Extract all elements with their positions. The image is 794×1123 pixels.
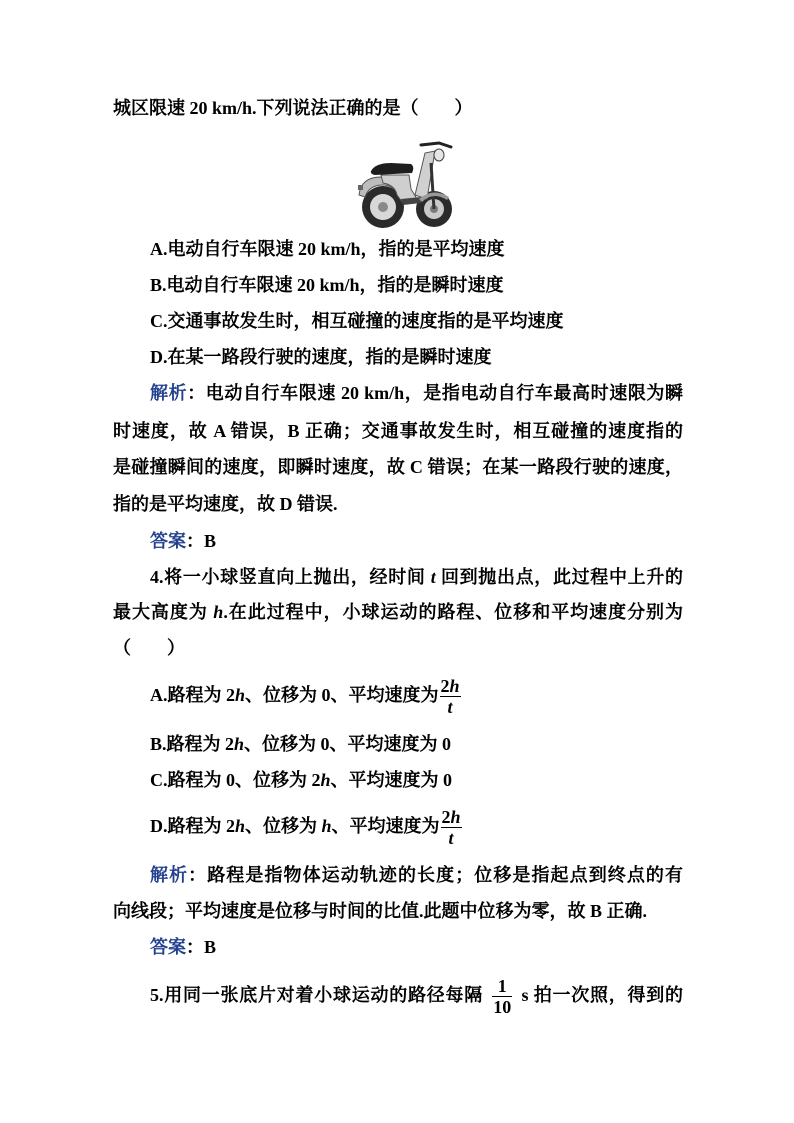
q3-analysis-label: 解析 [150,383,188,403]
q4-a-v1: h [235,685,246,705]
q4-a-fraction-denominator [440,697,461,717]
q4-stem-2-before: 最大高度为 [113,602,214,622]
q4-a-num-coef: 2 [440,676,450,697]
q5-fraction-denominator: 10 [493,997,512,1018]
q4-a-num-var: h [449,676,460,697]
q4-stem-1-before: 4.将一小球竖直向上抛出，经时间 [150,567,431,587]
q3-option-a: A.电动自行车限速 20 km/h，指的是平均速度 [150,239,505,259]
q4-c-p1: C.路程为 0、位移为 2 [150,770,321,790]
q3-option-b: B.电动自行车限速 20 km/h，指的是瞬时速度 [150,275,504,295]
q4-a-p1: A.路程为 2 [150,685,235,705]
q4-d-num-coef: 2 [441,807,451,828]
q4-option-c [150,762,683,798]
q5-stem-line-1 [150,973,683,1017]
q4-answer-label: 答案 [150,937,186,957]
q4-c-v1: h [320,770,331,790]
q4-stem-line-3: （ ） [113,638,185,658]
electric-scooter-illustration [355,133,455,230]
q4-d-v1: h [235,816,246,836]
q4-d-fraction [441,807,462,848]
q3-analysis-line-1 [150,375,683,411]
q4-answer-text: ：B [186,937,217,957]
q4-d-fraction-numerator [441,807,462,828]
q4-c-p2: 、平均速度为 0 [330,770,453,790]
q4-analysis-label: 解析 [150,865,189,885]
q4-b-p2: 、位移为 0、平均速度为 0 [244,734,452,754]
q4-d-fraction-denominator [441,828,462,848]
q3-answer [150,523,683,559]
q3-option-c: C.交通事故发生时，相互碰撞的速度指的是平均速度 [150,311,564,331]
q4-d-p1: D.路程为 2 [150,816,235,836]
q4-analysis-line-1 [150,857,683,893]
q3-analysis-text-1: ：电动自行车限速 20 km/h，是指电动自行车最高时速限为瞬 [187,383,684,403]
q3-analysis-line-2: 时速度，故 A 错误，B 正确；交通事故发生时，相互碰撞的速度指的 [113,421,683,441]
q4-analysis-text-1: ：路程是指物体运动轨迹的长度；位移是指起点到终点的有 [188,865,684,885]
q4-d-den-var: t [448,828,454,849]
q5-fraction-numerator: 1 [492,976,512,997]
q4-a-den-var: t [447,697,453,718]
headlight [434,149,444,161]
q4-a-fraction-numerator [440,676,461,697]
q4-answer [150,929,683,965]
q4-option-b [150,726,683,762]
q5-before: 5.用同一张底片对着小球运动的路径每隔 [150,985,483,1005]
q4-option-a [150,673,683,717]
q3-analysis-line-4: 指的是平均速度，故 D 错误. [113,494,338,514]
q5-fraction [492,976,512,1017]
q3-answer-label: 答案 [150,531,186,551]
q4-stem-1-after: 回到抛出点，此过程中上升的 [435,567,683,587]
rear-light [358,185,363,190]
handlebar [421,143,451,147]
q4-d-v2: h [321,816,332,836]
q4-b-p1: B.路程为 2 [150,734,235,754]
q4-b-v1: h [234,734,245,754]
q3-option-d: D.在某一路段行驶的速度，指的是瞬时速度 [150,347,492,367]
q4-analysis-line-2: 向线段；平均速度是位移与时间的比值.此题中位移为零，故 B 正确. [113,901,648,921]
q4-d-num-var: h [450,807,461,828]
q4-stem-line-2 [113,594,683,630]
q3-stem-line: 城区限速 20 km/h.下列说法正确的是（ ） [113,98,473,118]
q4-a-fraction [440,676,461,717]
q3-analysis-line-3: 是碰撞瞬间的速度，即瞬时速度，故 C 错误；在某一路段行驶的速度， [113,457,683,477]
seat [371,163,413,175]
q4-stem-1-var: t [430,567,436,587]
q3-answer-text: ：B [186,531,217,551]
q4-d-p3: 、平均速度为 [331,816,440,836]
q5-after: s 拍一次照，得到的 [521,985,683,1005]
q4-option-d [150,804,683,848]
q4-a-p2: 、位移为 0、平均速度为 [245,685,439,705]
q4-d-p2: 、位移为 [245,816,322,836]
q4-stem-line-1 [150,559,683,595]
q4-stem-2-var: h [213,602,224,622]
q4-stem-2-after: .在此过程中，小球运动的路程、位移和平均速度分别为 [223,602,683,622]
